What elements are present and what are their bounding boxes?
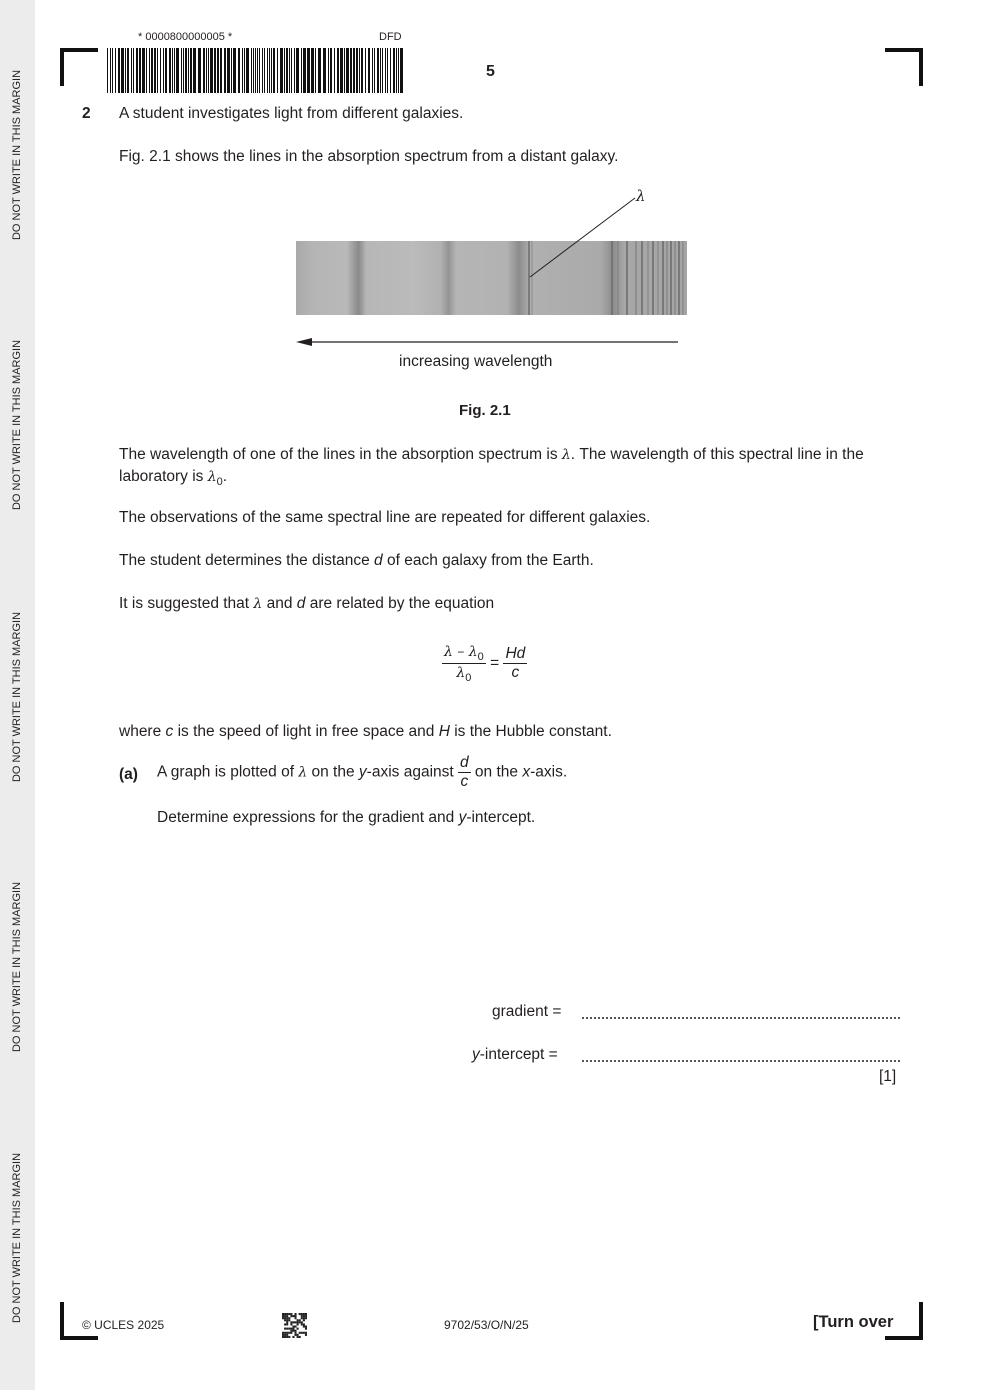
paragraph-suggestion: It is suggested that λ and d are related by the equation	[119, 595, 495, 612]
margin-notice: DO NOT WRITE IN THIS MARGIN	[11, 69, 23, 241]
gradient-label: gradient =	[492, 1003, 562, 1020]
paragraph-constants: where c is the speed of light in free space and H is the Hubble constant.	[119, 723, 612, 740]
corner-mark-bottom-left	[60, 1302, 64, 1340]
copyright: © UCLES 2025	[82, 1318, 165, 1332]
margin-notice: DO NOT WRITE IN THIS MARGIN	[11, 1152, 23, 1324]
corner-mark-bottom-left	[60, 1336, 98, 1340]
paper-code: 9702/53/O/N/25	[444, 1318, 529, 1332]
corner-mark-top-left	[60, 48, 98, 52]
part-a-label: (a)	[119, 766, 138, 783]
part-a-instruction: Determine expressions for the gradient and y-intercept.	[157, 809, 536, 826]
paper-code-dfd: DFD	[379, 31, 402, 43]
lambda-pointer-line	[520, 195, 640, 285]
y-intercept-label: y-intercept =	[472, 1046, 558, 1063]
page-number: 5	[486, 63, 495, 80]
margin-notice: DO NOT WRITE IN THIS MARGIN	[11, 881, 23, 1053]
margin-strip	[0, 0, 35, 1390]
marks-allocation: [1]	[879, 1068, 897, 1085]
part-a-text: A graph is plotted of λ on the y-axis against $\frac{d}{c}$ on the x-axis.	[157, 754, 568, 790]
qr-code	[282, 1313, 307, 1338]
paragraph-lambda: The wavelength of one of the lines in the absorption spectrum is λ. The wavelength of this spectral line in the laboratory is $\lambda_0$.	[119, 446, 864, 489]
margin-notice: DO NOT WRITE IN THIS MARGIN	[11, 611, 23, 783]
corner-mark-bottom-right	[919, 1302, 923, 1340]
gradient-answer-field[interactable]	[582, 1015, 900, 1019]
corner-mark-top-right	[919, 48, 923, 86]
y-intercept-answer-field[interactable]	[582, 1058, 900, 1062]
corner-mark-top-right	[885, 48, 923, 52]
question-number: 2	[82, 105, 91, 122]
barcode-text: * 0000800000005 *	[138, 31, 233, 43]
margin-notice: DO NOT WRITE IN THIS MARGIN	[11, 339, 23, 511]
figure-intro: Fig. 2.1 shows the lines in the absorption spectrum from a distant galaxy.	[119, 148, 619, 165]
lambda-label: λ	[636, 187, 646, 205]
corner-mark-top-left	[60, 48, 64, 86]
corner-mark-bottom-right	[885, 1336, 923, 1340]
figure-caption: Fig. 2.1	[459, 402, 511, 419]
arrow-label: increasing wavelength	[399, 353, 553, 370]
turn-over: [Turn over	[813, 1313, 894, 1331]
hubble-equation: $\frac{\lambda - \lambda_0}{\lambda_0}$ = $\frac{Hd}{c}$	[444, 644, 526, 685]
barcode	[107, 48, 405, 93]
wavelength-arrow	[296, 334, 682, 350]
paragraph-distance: The student determines the distance d of each galaxy from the Earth.	[119, 552, 594, 569]
paragraph-observations: The observations of the same spectral line are repeated for different galaxies.	[119, 509, 651, 526]
question-intro: A student investigates light from different galaxies.	[119, 105, 464, 122]
